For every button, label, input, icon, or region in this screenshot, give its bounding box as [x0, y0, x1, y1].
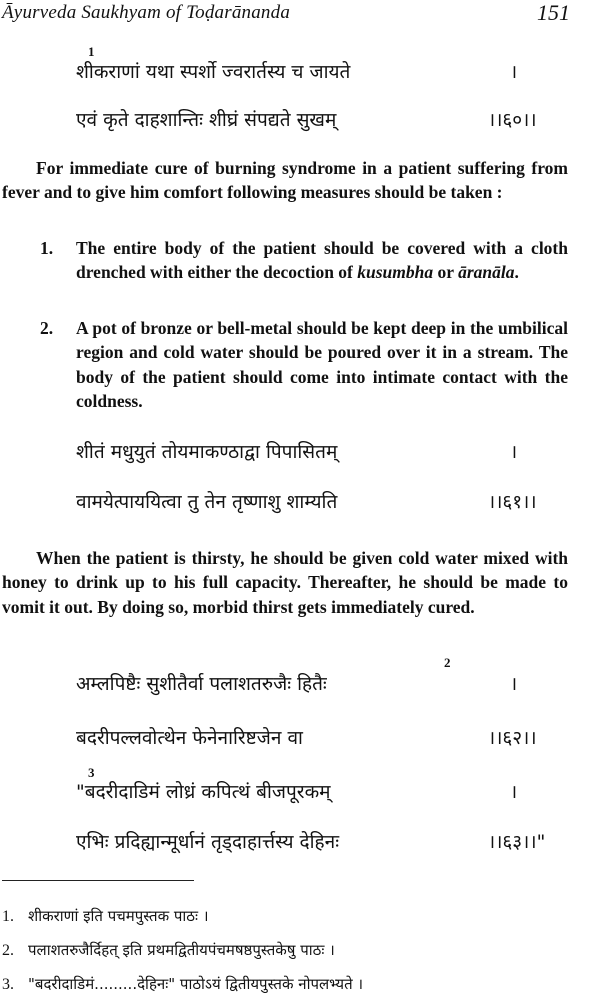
verse-end-mark: ।।६२।। — [488, 727, 537, 749]
sanskrit-verse-line — [76, 672, 526, 696]
list-item-number: 1. — [40, 238, 54, 258]
footnote-marker: 3 — [88, 765, 95, 780]
verse-end-mark: । — [510, 441, 518, 463]
footnote — [2, 940, 592, 961]
paragraph-text: When the patient is thirsty, he should be given cold water mixed with honey to drink up to his full capacity. Thereafter, he should be made to vomit it out. By doing so, morbid thirst gets immediately cured. — [2, 548, 568, 617]
footnote-number: 2. — [2, 942, 14, 959]
verse-text: शीतं मधुयुतं तोयमाकण्ठाद्वा पिपासितम् — [76, 441, 338, 463]
verse-end-mark: ।।६३।।" — [488, 831, 546, 853]
footnote-text: शीकराणां इति पचमपुस्तक पाठः । — [28, 907, 209, 925]
verse-end-mark: ।।६१।। — [488, 491, 537, 513]
running-head — [0, 0, 600, 30]
verse-end-mark: । — [510, 781, 518, 803]
verse-end-mark: ।।६०।। — [488, 109, 537, 131]
sanskrit-verse-line — [76, 108, 537, 132]
footnote-number: 1. — [2, 908, 14, 925]
footnote-number: 3. — [2, 976, 14, 993]
page-number: 151 — [537, 0, 570, 25]
translation-paragraph — [2, 156, 568, 205]
footnote-marker: 1 — [88, 44, 95, 59]
sanskrit-term: kusumbha — [357, 262, 434, 283]
list-item-body: A pot of bronze or bell-metal should be kept deep in the umbilical region and cold water should be poured over it in a stream. The body of the patient should come into intimate contact with the coldness. — [76, 318, 568, 412]
footnote-rule — [2, 880, 194, 881]
sanskrit-verse-line — [76, 490, 537, 514]
footnote — [2, 906, 592, 927]
sanskrit-verse-line — [76, 440, 526, 464]
sanskrit-term: āranāla — [458, 262, 515, 283]
footnote-text: "बदरीदाडिमं.........देहिनः" पाठोऽयं द्वितीयपुस्तके नोपलभ्यते । — [28, 975, 364, 993]
sanskrit-verse-line — [76, 60, 526, 84]
sanskrit-verse-line — [76, 830, 546, 854]
list-item-body: The entire body of the patient should be covered with a cloth drenched with either the decoction of kusumbha or āranāla. — [76, 238, 568, 283]
running-title: Āyurveda Saukhyam of Toḍarānanda — [2, 2, 291, 23]
verse-end-mark: । — [510, 673, 518, 695]
sanskrit-verse-line — [76, 780, 526, 804]
sanskrit-verse-line — [76, 726, 537, 750]
verse-text: वामयेत्पाययित्वा तु तेन तृष्णाशु शाम्यति — [76, 491, 338, 513]
verse-end-mark: । — [510, 61, 518, 83]
verse-text: "बदरीदाडिमं लोध्रं कपित्थं बीजपूरकम् — [76, 781, 331, 803]
paragraph-text: For immediate cure of burning syndrome in a patient suffering from fever and to give him comfort following measures should be taken : — [2, 158, 568, 203]
footnote-marker: 2 — [444, 655, 451, 670]
footnote-text: पलाशतरुजैर्दिहत् इति प्रथमद्वितीयपंचमषष्ठपुस्तकेषु पाठः । — [28, 941, 335, 959]
verse-text: एवं कृते दाहशान्तिः शीघ्रं संपद्यते सुखम् — [76, 109, 337, 131]
verse-text: अम्लपिष्टैः सुशीतैर्वा पलाशतरुजैः हितैः — [76, 673, 327, 695]
verse-text: शीकराणां यथा स्पर्शो ज्वरार्तस्य च जायते — [76, 61, 351, 83]
footnote — [2, 974, 592, 995]
translation-paragraph — [2, 546, 568, 619]
verse-text: बदरीपल्लवोत्थेन फेनेनारिष्टजेन वा — [76, 727, 303, 749]
verse-text: एभिः प्रदिह्यान्मूर्धानं तृड्दाहार्त्तस्य देहिनः — [76, 831, 340, 853]
list-item-number: 2. — [40, 318, 54, 338]
